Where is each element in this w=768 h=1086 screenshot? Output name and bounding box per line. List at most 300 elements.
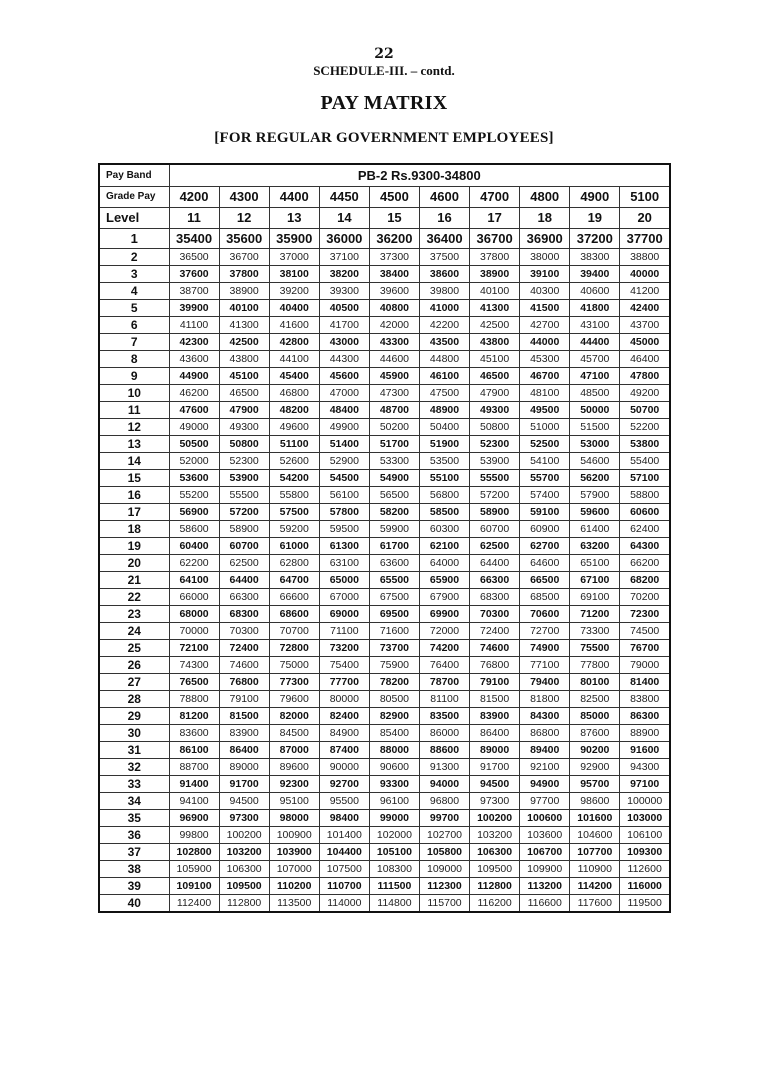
table-row [99, 657, 670, 674]
pay-value-cell: 41800 [570, 300, 620, 317]
pay-value-cell: 110700 [319, 878, 369, 895]
pay-value-cell: 57800 [319, 504, 369, 521]
pay-value-cell: 72700 [520, 623, 570, 640]
pay-value-cell: 44100 [269, 351, 319, 368]
pay-value-cell: 39400 [570, 266, 620, 283]
pay-value-cell: 75900 [369, 657, 419, 674]
page-subtitle: [FOR REGULAR GOVERNMENT EMPLOYEES] [214, 130, 554, 146]
pay-value-cell: 62500 [470, 538, 520, 555]
pay-value-cell: 112600 [620, 861, 670, 878]
pay-value-cell: 54900 [369, 470, 419, 487]
pay-value-cell: 38000 [520, 249, 570, 266]
grade-pay-cell: 4600 [419, 187, 469, 208]
pay-value-cell: 83900 [470, 708, 520, 725]
row-index-cell: 1 [99, 229, 169, 249]
pay-value-cell: 44900 [169, 368, 219, 385]
pay-value-cell: 58800 [620, 487, 670, 504]
grade-pay-cell: 5100 [620, 187, 670, 208]
pay-band-row [99, 164, 670, 187]
pay-value-cell: 64400 [470, 555, 520, 572]
pay-value-cell: 102700 [419, 827, 469, 844]
pay-value-cell: 88700 [169, 759, 219, 776]
pay-value-cell: 97700 [520, 793, 570, 810]
pay-value-cell: 60400 [169, 538, 219, 555]
pay-value-cell: 52300 [470, 436, 520, 453]
row-index-cell: 16 [99, 487, 169, 504]
pay-value-cell: 68500 [520, 589, 570, 606]
schedule-heading: SCHEDULE-III. – contd. [313, 63, 455, 78]
pay-value-cell: 56800 [419, 487, 469, 504]
pay-value-cell: 94900 [520, 776, 570, 793]
pay-value-cell: 55500 [219, 487, 269, 504]
pay-value-cell: 38100 [269, 266, 319, 283]
pay-value-cell: 78800 [169, 691, 219, 708]
pay-value-cell: 102000 [369, 827, 419, 844]
pay-value-cell: 105900 [169, 861, 219, 878]
row-index-cell: 29 [99, 708, 169, 725]
pay-value-cell: 77300 [269, 674, 319, 691]
pay-value-cell: 46800 [269, 385, 319, 402]
pay-value-cell: 38600 [419, 266, 469, 283]
pay-value-cell: 81500 [470, 691, 520, 708]
pay-value-cell: 45000 [620, 334, 670, 351]
pay-value-cell: 84500 [269, 725, 319, 742]
pay-value-cell: 53800 [620, 436, 670, 453]
pay-value-cell: 107700 [570, 844, 620, 861]
row-index-cell: 40 [99, 895, 169, 913]
pay-value-cell: 58200 [369, 504, 419, 521]
pay-value-cell: 94100 [169, 793, 219, 810]
pay-value-cell: 73200 [319, 640, 369, 657]
table-row [99, 538, 670, 555]
pay-value-cell: 40500 [319, 300, 369, 317]
table-row [99, 487, 670, 504]
row-index-cell: 36 [99, 827, 169, 844]
pay-value-cell: 61000 [269, 538, 319, 555]
pay-value-cell: 59900 [369, 521, 419, 538]
pay-value-cell: 53900 [219, 470, 269, 487]
row-index-cell: 39 [99, 878, 169, 895]
table-row [99, 878, 670, 895]
level-cell: 11 [169, 208, 219, 229]
pay-value-cell: 88600 [419, 742, 469, 759]
row-index-cell: 34 [99, 793, 169, 810]
pay-value-cell: 62100 [419, 538, 469, 555]
pay-value-cell: 65500 [369, 572, 419, 589]
pay-value-cell: 82500 [570, 691, 620, 708]
table-row [99, 674, 670, 691]
grade-pay-cell: 4200 [169, 187, 219, 208]
table-row [99, 776, 670, 793]
pay-value-cell: 94000 [419, 776, 469, 793]
pay-value-cell: 56200 [570, 470, 620, 487]
pay-value-cell: 116600 [520, 895, 570, 913]
pay-value-cell: 38200 [319, 266, 369, 283]
pay-value-cell: 47800 [620, 368, 670, 385]
pay-value-cell: 69500 [369, 606, 419, 623]
pay-value-cell: 39200 [269, 283, 319, 300]
grade-pay-cell: 4450 [319, 187, 369, 208]
pay-value-cell: 48900 [419, 402, 469, 419]
pay-value-cell: 88000 [369, 742, 419, 759]
level-label: Level [99, 208, 169, 229]
pay-value-cell: 47100 [570, 368, 620, 385]
pay-value-cell: 42700 [520, 317, 570, 334]
level-cell: 20 [620, 208, 670, 229]
table-row [99, 827, 670, 844]
pay-value-cell: 43800 [470, 334, 520, 351]
pay-value-cell: 111500 [369, 878, 419, 895]
pay-value-cell: 36400 [419, 229, 469, 249]
pay-value-cell: 67000 [319, 589, 369, 606]
pay-value-cell: 39600 [369, 283, 419, 300]
pay-value-cell: 37200 [570, 229, 620, 249]
pay-value-cell: 61700 [369, 538, 419, 555]
pay-value-cell: 66000 [169, 589, 219, 606]
table-row [99, 300, 670, 317]
pay-value-cell: 92100 [520, 759, 570, 776]
table-row [99, 266, 670, 283]
grade-pay-cell: 4300 [219, 187, 269, 208]
pay-value-cell: 38300 [570, 249, 620, 266]
pay-value-cell: 65900 [419, 572, 469, 589]
pay-value-cell: 66300 [219, 589, 269, 606]
pay-value-cell: 104600 [570, 827, 620, 844]
grade-pay-label: Grade Pay [99, 187, 169, 208]
pay-value-cell: 72100 [169, 640, 219, 657]
pay-value-cell: 87600 [570, 725, 620, 742]
pay-value-cell: 56500 [369, 487, 419, 504]
pay-value-cell: 68600 [269, 606, 319, 623]
pay-value-cell: 98600 [570, 793, 620, 810]
row-index-cell: 28 [99, 691, 169, 708]
pay-value-cell: 99800 [169, 827, 219, 844]
pay-value-cell: 62700 [520, 538, 570, 555]
pay-value-cell: 63100 [319, 555, 369, 572]
pay-value-cell: 52900 [319, 453, 369, 470]
pay-value-cell: 70300 [470, 606, 520, 623]
pay-value-cell: 49200 [620, 385, 670, 402]
row-index-cell: 12 [99, 419, 169, 436]
pay-value-cell: 59100 [520, 504, 570, 521]
row-index-cell: 9 [99, 368, 169, 385]
pay-value-cell: 36500 [169, 249, 219, 266]
pay-value-cell: 40100 [219, 300, 269, 317]
pay-value-cell: 66300 [470, 572, 520, 589]
grade-pay-cell: 4500 [369, 187, 419, 208]
pay-value-cell: 53500 [419, 453, 469, 470]
pay-value-cell: 52200 [620, 419, 670, 436]
pay-value-cell: 56900 [169, 504, 219, 521]
pay-value-cell: 55700 [520, 470, 570, 487]
pay-value-cell: 115700 [419, 895, 469, 913]
pay-value-cell: 103000 [620, 810, 670, 827]
pay-value-cell: 95100 [269, 793, 319, 810]
pay-value-cell: 100900 [269, 827, 319, 844]
pay-value-cell: 96900 [169, 810, 219, 827]
pay-value-cell: 66600 [269, 589, 319, 606]
row-index-cell: 18 [99, 521, 169, 538]
pay-value-cell: 84900 [319, 725, 369, 742]
pay-value-cell: 114000 [319, 895, 369, 913]
pay-value-cell: 112800 [470, 878, 520, 895]
pay-value-cell: 86100 [169, 742, 219, 759]
pay-value-cell: 41700 [319, 317, 369, 334]
pay-value-cell: 46200 [169, 385, 219, 402]
row-index-cell: 10 [99, 385, 169, 402]
table-row [99, 453, 670, 470]
pay-value-cell: 57100 [620, 470, 670, 487]
pay-value-cell: 95500 [319, 793, 369, 810]
pay-value-cell: 36700 [219, 249, 269, 266]
pay-value-cell: 47500 [419, 385, 469, 402]
pay-value-cell: 78700 [419, 674, 469, 691]
pay-value-cell: 44400 [570, 334, 620, 351]
pay-value-cell: 78200 [369, 674, 419, 691]
row-index-cell: 31 [99, 742, 169, 759]
table-row [99, 555, 670, 572]
pay-value-cell: 72000 [419, 623, 469, 640]
pay-matrix-table [98, 163, 671, 913]
row-index-cell: 17 [99, 504, 169, 521]
pay-value-cell: 42500 [470, 317, 520, 334]
level-cell: 13 [269, 208, 319, 229]
pay-value-cell: 47900 [470, 385, 520, 402]
pay-value-cell: 52500 [520, 436, 570, 453]
pay-value-cell: 60300 [419, 521, 469, 538]
pay-value-cell: 42800 [269, 334, 319, 351]
pay-value-cell: 110900 [570, 861, 620, 878]
pay-value-cell: 50400 [419, 419, 469, 436]
pay-value-cell: 39800 [419, 283, 469, 300]
pay-value-cell: 83500 [419, 708, 469, 725]
row-index-cell: 38 [99, 861, 169, 878]
pay-value-cell: 70600 [520, 606, 570, 623]
pay-value-cell: 35400 [169, 229, 219, 249]
pay-value-cell: 51900 [419, 436, 469, 453]
pay-value-cell: 98400 [319, 810, 369, 827]
table-row [99, 402, 670, 419]
pay-value-cell: 116000 [620, 878, 670, 895]
pay-value-cell: 103200 [470, 827, 520, 844]
table-row [99, 385, 670, 402]
pay-value-cell: 86400 [219, 742, 269, 759]
pay-value-cell: 81500 [219, 708, 269, 725]
pay-value-cell: 112800 [219, 895, 269, 913]
pay-value-cell: 86000 [419, 725, 469, 742]
pay-value-cell: 37500 [419, 249, 469, 266]
pay-value-cell: 49600 [269, 419, 319, 436]
level-cell: 19 [570, 208, 620, 229]
pay-value-cell: 48400 [319, 402, 369, 419]
pay-value-cell: 37700 [620, 229, 670, 249]
pay-value-cell: 55800 [269, 487, 319, 504]
row-index-cell: 23 [99, 606, 169, 623]
pay-value-cell: 91700 [470, 759, 520, 776]
pay-value-cell: 46400 [620, 351, 670, 368]
pay-value-cell: 44600 [369, 351, 419, 368]
pay-value-cell: 45100 [470, 351, 520, 368]
pay-value-cell: 74200 [419, 640, 469, 657]
pay-value-cell: 46700 [520, 368, 570, 385]
pay-value-cell: 90200 [570, 742, 620, 759]
grade-pay-cell: 4900 [570, 187, 620, 208]
pay-value-cell: 44000 [520, 334, 570, 351]
pay-value-cell: 87400 [319, 742, 369, 759]
pay-value-cell: 100000 [620, 793, 670, 810]
table-row [99, 691, 670, 708]
pay-value-cell: 82400 [319, 708, 369, 725]
pay-value-cell: 43100 [570, 317, 620, 334]
pay-value-cell: 74500 [620, 623, 670, 640]
pay-value-cell: 53600 [169, 470, 219, 487]
pay-value-cell: 76400 [419, 657, 469, 674]
pay-value-cell: 106700 [520, 844, 570, 861]
pay-value-cell: 63600 [369, 555, 419, 572]
table-row [99, 589, 670, 606]
table-row [99, 742, 670, 759]
pay-value-cell: 47600 [169, 402, 219, 419]
pay-value-cell: 70300 [219, 623, 269, 640]
pay-value-cell: 81800 [520, 691, 570, 708]
page-title: PAY MATRIX [320, 92, 448, 114]
pay-value-cell: 42200 [419, 317, 469, 334]
pay-value-cell: 49300 [470, 402, 520, 419]
pay-value-cell: 100200 [470, 810, 520, 827]
pay-value-cell: 64400 [219, 572, 269, 589]
pay-value-cell: 91300 [419, 759, 469, 776]
pay-value-cell: 42400 [620, 300, 670, 317]
pay-value-cell: 45700 [570, 351, 620, 368]
pay-value-cell: 38900 [219, 283, 269, 300]
row-index-cell: 25 [99, 640, 169, 657]
row-index-cell: 4 [99, 283, 169, 300]
pay-value-cell: 38800 [620, 249, 670, 266]
pay-value-cell: 92900 [570, 759, 620, 776]
pay-value-cell: 51000 [520, 419, 570, 436]
grade-pay-row [99, 187, 670, 208]
pay-value-cell: 101400 [319, 827, 369, 844]
pay-value-cell: 79400 [520, 674, 570, 691]
pay-value-cell: 86300 [620, 708, 670, 725]
pay-value-cell: 64600 [520, 555, 570, 572]
pay-value-cell: 59200 [269, 521, 319, 538]
pay-value-cell: 38900 [470, 266, 520, 283]
pay-value-cell: 45900 [369, 368, 419, 385]
pay-value-cell: 44800 [419, 351, 469, 368]
table-row [99, 334, 670, 351]
pay-value-cell: 80000 [319, 691, 369, 708]
pay-value-cell: 54500 [319, 470, 369, 487]
pay-value-cell: 64000 [419, 555, 469, 572]
pay-value-cell: 48500 [570, 385, 620, 402]
pay-value-cell: 109000 [419, 861, 469, 878]
pay-value-cell: 68300 [470, 589, 520, 606]
pay-value-cell: 72300 [620, 606, 670, 623]
pay-value-cell: 82900 [369, 708, 419, 725]
row-index-cell: 15 [99, 470, 169, 487]
pay-value-cell: 37600 [169, 266, 219, 283]
row-index-cell: 20 [99, 555, 169, 572]
pay-value-cell: 51700 [369, 436, 419, 453]
pay-value-cell: 46500 [219, 385, 269, 402]
page-number: 22 [374, 46, 394, 62]
pay-value-cell: 91600 [620, 742, 670, 759]
pay-value-cell: 113200 [520, 878, 570, 895]
pay-value-cell: 65100 [570, 555, 620, 572]
pay-value-cell: 107000 [269, 861, 319, 878]
pay-value-cell: 75400 [319, 657, 369, 674]
pay-value-cell: 64700 [269, 572, 319, 589]
pay-value-cell: 39900 [169, 300, 219, 317]
pay-value-cell: 51100 [269, 436, 319, 453]
pay-value-cell: 50800 [470, 419, 520, 436]
table-row [99, 810, 670, 827]
pay-value-cell: 94500 [470, 776, 520, 793]
pay-value-cell: 107500 [319, 861, 369, 878]
pay-value-cell: 74600 [470, 640, 520, 657]
row-index-cell: 26 [99, 657, 169, 674]
row-index-cell: 6 [99, 317, 169, 334]
level-cell: 14 [319, 208, 369, 229]
pay-value-cell: 89000 [470, 742, 520, 759]
table-row [99, 229, 670, 249]
pay-value-cell: 55200 [169, 487, 219, 504]
pay-value-cell: 43000 [319, 334, 369, 351]
pay-value-cell: 49900 [319, 419, 369, 436]
pay-value-cell: 37800 [470, 249, 520, 266]
pay-value-cell: 47000 [319, 385, 369, 402]
pay-value-cell: 86800 [520, 725, 570, 742]
pay-value-cell: 67900 [419, 589, 469, 606]
table-row [99, 470, 670, 487]
pay-value-cell: 58500 [419, 504, 469, 521]
pay-value-cell: 40300 [520, 283, 570, 300]
pay-value-cell: 105800 [419, 844, 469, 861]
pay-value-cell: 36900 [520, 229, 570, 249]
row-index-cell: 19 [99, 538, 169, 555]
pay-value-cell: 71200 [570, 606, 620, 623]
pay-value-cell: 62400 [620, 521, 670, 538]
row-index-cell: 8 [99, 351, 169, 368]
pay-value-cell: 109300 [620, 844, 670, 861]
pay-value-cell: 38400 [369, 266, 419, 283]
pay-value-cell: 50200 [369, 419, 419, 436]
grade-pay-cell: 4800 [520, 187, 570, 208]
pay-value-cell: 48200 [269, 402, 319, 419]
pay-value-cell: 112300 [419, 878, 469, 895]
pay-value-cell: 80500 [369, 691, 419, 708]
pay-value-cell: 74600 [219, 657, 269, 674]
pay-value-cell: 101600 [570, 810, 620, 827]
pay-value-cell: 89400 [520, 742, 570, 759]
table-row [99, 895, 670, 913]
pay-value-cell: 98000 [269, 810, 319, 827]
table-row [99, 640, 670, 657]
pay-value-cell: 41500 [520, 300, 570, 317]
pay-value-cell: 83600 [169, 725, 219, 742]
pay-value-cell: 81200 [169, 708, 219, 725]
pay-value-cell: 47900 [219, 402, 269, 419]
pay-value-cell: 88900 [620, 725, 670, 742]
pay-value-cell: 57900 [570, 487, 620, 504]
row-index-cell: 27 [99, 674, 169, 691]
table-row [99, 521, 670, 538]
row-index-cell: 7 [99, 334, 169, 351]
level-cell: 12 [219, 208, 269, 229]
pay-value-cell: 73700 [369, 640, 419, 657]
pay-value-cell: 114800 [369, 895, 419, 913]
